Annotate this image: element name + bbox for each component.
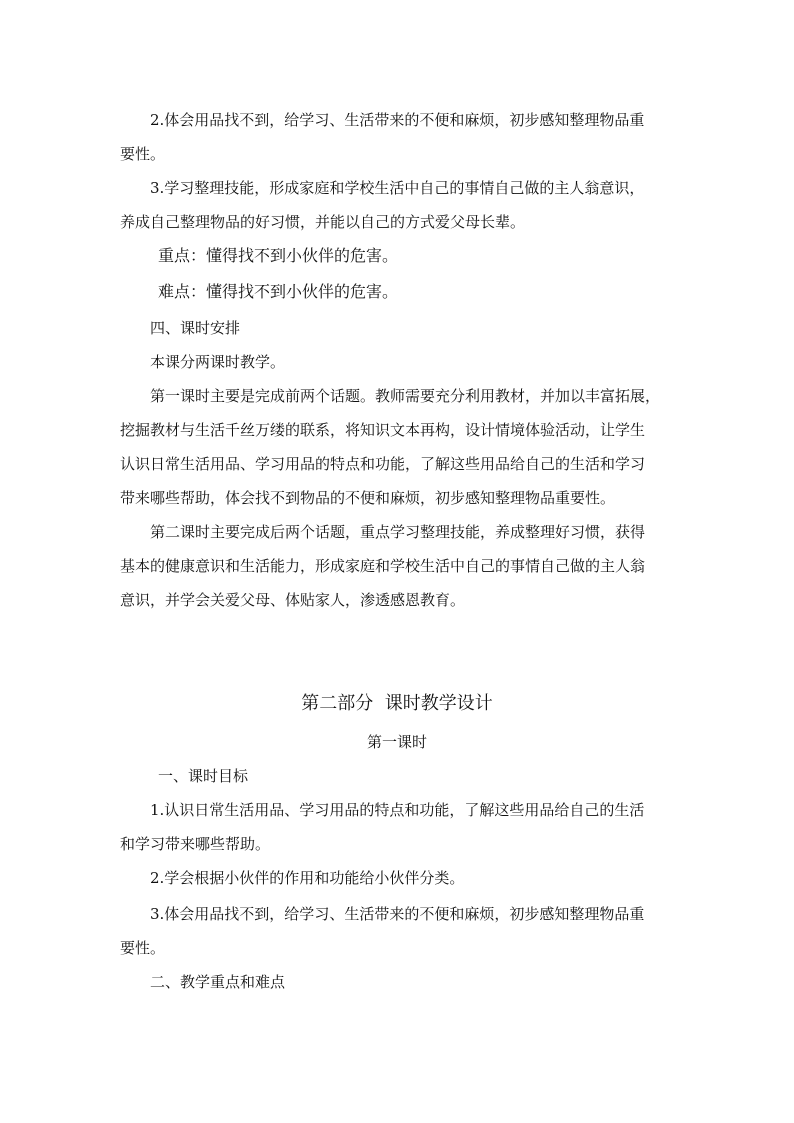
lesson2-desc-line-3: 意识，并学会关爱父母、体贴家人，渗透感恩教育。: [120, 591, 466, 609]
part-two-title: 第二部分 课时教学设计: [301, 693, 493, 714]
lesson-one-title: 第一课时: [366, 733, 427, 751]
schedule-summary: 本课分两课时教学。: [150, 353, 286, 371]
objective-3-line-2: 要性。: [120, 939, 166, 957]
goal-3-line-1: 3.学习整理技能，形成家庭和学校生活中自己的事情自己做的主人翁意识，: [150, 179, 645, 197]
goal-2-line-1: 2.体会用品找不到，给学习、生活带来的不便和麻烦，初步感知整理物品重: [150, 111, 645, 129]
goal-3-line-2: 养成自己整理物品的好习惯，并能以自己的方式爱父母长辈。: [120, 213, 526, 231]
section-heading-objectives: 一、课时目标: [158, 767, 249, 785]
lesson2-desc-line-2: 基本的健康意识和生活能力，形成家庭和学校生活中自己的事情自己做的主人翁: [120, 557, 646, 575]
difficult-point: 难点：懂得找不到小伙伴的危害。: [158, 282, 399, 301]
section-heading-schedule: 四、课时安排: [150, 319, 241, 337]
key-point: 重点：懂得找不到小伙伴的危害。: [158, 246, 399, 265]
lesson1-desc-line-1: 第一课时主要是完成前两个话题。教师需要充分利用教材，并加以丰富拓展，: [150, 387, 661, 405]
lesson2-desc-line-1: 第二课时主要完成后两个话题，重点学习整理技能，养成整理好习惯，获得: [150, 523, 646, 541]
objective-1-line-1: 1.认识日常生活用品、学习用品的特点和功能，了解这些用品给自己的生活: [150, 801, 645, 819]
objective-1-line-2: 和学习带来哪些帮助。: [120, 835, 271, 853]
objective-2: 2.学会根据小伙伴的作用和功能给小伙伴分类。: [150, 869, 465, 887]
lesson1-desc-line-2: 挖掘教材与生活千丝万缕的联系，将知识文本再构，设计情境体验活动，让学生: [120, 421, 646, 439]
lesson1-desc-line-3: 认识日常生活用品、学习用品的特点和功能，了解这些用品给自己的生活和学习: [120, 455, 646, 473]
lesson1-desc-line-4: 带来哪些帮助，体会找不到物品的不便和麻烦，初步感知整理物品重要性。: [120, 489, 616, 507]
section-heading-key-difficult: 二、教学重点和难点: [150, 973, 286, 991]
objective-3-line-1: 3.体会用品找不到，给学习、生活带来的不便和麻烦，初步感知整理物品重: [150, 905, 645, 923]
goal-2-line-2: 要性。: [120, 145, 166, 163]
